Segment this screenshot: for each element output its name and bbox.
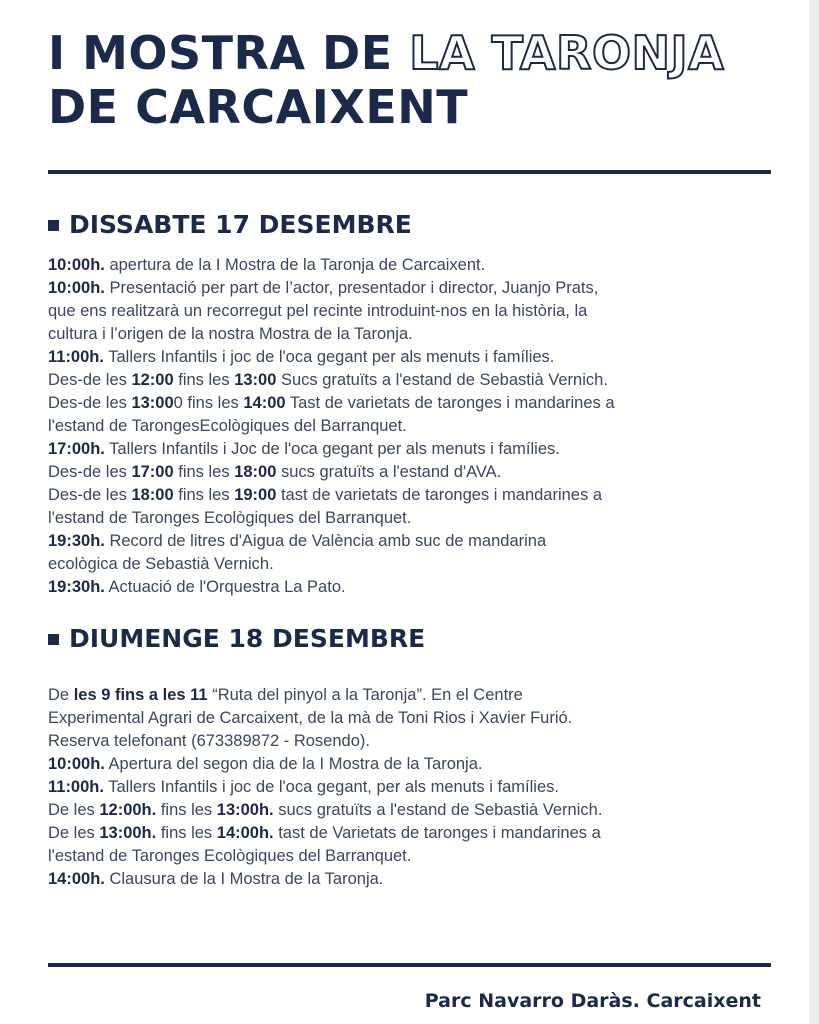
schedule-text: “Ruta del pinyol a la Taronja”. En el Centre	[207, 686, 523, 704]
schedule-line	[48, 346, 778, 369]
schedule-text: fins les	[156, 824, 217, 842]
schedule-text: Reserva telefonant (673389872 - Rosendo).	[48, 732, 370, 750]
schedule-text: De les	[48, 801, 100, 819]
schedule-time: 13:00h.	[216, 801, 274, 819]
title-line2: DE CARCAIXENT	[48, 80, 469, 134]
schedule-text: De les	[48, 824, 100, 842]
schedule-time: 14:00	[243, 394, 286, 412]
day1-heading	[48, 210, 412, 240]
schedule-text: Des-de les	[48, 394, 132, 412]
schedule-line	[48, 461, 778, 484]
schedule-time: 12:00h.	[99, 801, 157, 819]
schedule-text: Clausura de la I Mostra de la Taronja.	[104, 870, 384, 888]
schedule-line	[48, 507, 778, 530]
schedule-text: 0 fins les	[173, 394, 244, 412]
schedule-time: 17:00h.	[48, 440, 105, 458]
schedule-text: l'estand de Taronges Ecològiques del Barranquet.	[48, 509, 412, 527]
schedule-time: 11:00h.	[48, 348, 104, 366]
schedule-time: les 9 fins a les 11	[73, 686, 208, 704]
schedule-time: 14:00h.	[216, 824, 274, 842]
schedule-line	[48, 868, 778, 891]
schedule-time: 10:00h.	[48, 279, 105, 297]
schedule-line	[48, 753, 778, 776]
schedule-text: Tast de varietats de taronges i mandarines a	[285, 394, 615, 412]
schedule-time: 19:30h.	[48, 578, 105, 596]
schedule-text: Des-de les	[48, 463, 132, 481]
schedule-text: fins les	[173, 371, 235, 389]
schedule-line	[48, 530, 778, 553]
schedule-text: sucs gratuïts a l'estand d'AVA.	[276, 463, 502, 481]
schedule-text: fins les	[156, 801, 217, 819]
schedule-line	[48, 822, 778, 845]
schedule-line	[48, 415, 778, 438]
schedule-line	[48, 553, 778, 576]
schedule-text: l'estand de TarongesEcològiques del Barranquet.	[48, 417, 407, 435]
schedule-line	[48, 845, 778, 868]
schedule-text: l'estand de Taronges Ecològiques del Barranquet.	[48, 847, 412, 865]
bottom-divider	[48, 963, 771, 967]
schedule-line	[48, 776, 778, 799]
schedule-time: 10:00h.	[48, 755, 105, 773]
schedule-time: 17:00	[131, 463, 174, 481]
venue-footer: Parc Navarro Daràs. Carcaixent	[424, 990, 761, 1012]
schedule-text: Experimental Agrari de Carcaixent, de la mà de Toni Rios i Xavier Furió.	[48, 709, 573, 727]
schedule-time: 19:00	[234, 486, 277, 504]
schedule-text: sucs gratuïts a l'estand de Sebastià Vernich.	[273, 801, 603, 819]
schedule-line	[48, 438, 778, 461]
day2-schedule	[48, 684, 778, 891]
schedule-text: ecològica de Sebastià Vernich.	[48, 555, 274, 573]
top-divider	[48, 170, 771, 174]
schedule-line	[48, 254, 778, 277]
schedule-time: 10:00h.	[48, 256, 105, 274]
schedule-line	[48, 369, 778, 392]
schedule-time: 11:00h.	[48, 778, 104, 796]
schedule-text: Apertura del segon dia de la I Mostra de la Taronja.	[104, 755, 483, 773]
day1-heading-text: DISSABTE 17 DESEMBRE	[69, 210, 412, 239]
day2-heading	[48, 624, 425, 654]
schedule-text: tast de Varietats de taronges i mandarines a	[273, 824, 601, 842]
day2-heading-text: DIUMENGE 18 DESEMBRE	[69, 624, 426, 653]
schedule-text: Sucs gratuïts a l'estand de Sebastià Vernich.	[276, 371, 608, 389]
schedule-text: fins les	[173, 486, 235, 504]
schedule-text: apertura de la I Mostra de la Taronja de Carcaixent.	[104, 256, 486, 274]
title-solid: I MOSTRA DE	[48, 26, 393, 80]
schedule-line	[48, 576, 778, 599]
schedule-text: tast de varietats de taronges i mandarines a	[276, 486, 602, 504]
schedule-line	[48, 684, 778, 707]
schedule-time: 13:00	[234, 371, 277, 389]
schedule-text: Tallers Infantils i joc de l'oca gegant, per als menuts i famílies.	[103, 778, 559, 796]
schedule-text: cultura i l’origen de la nostra Mostra de la Taronja.	[48, 325, 413, 343]
schedule-time: 13:00h.	[99, 824, 157, 842]
day1-schedule	[48, 254, 778, 599]
schedule-text: Des-de les	[48, 371, 132, 389]
square-bullet-icon	[48, 634, 59, 645]
schedule-text: Tallers Infantils i joc de l'oca gegant per als menuts i famílies.	[103, 348, 555, 366]
title-outline: LA TARONJA	[409, 26, 725, 80]
schedule-line	[48, 799, 778, 822]
schedule-text: Actuació de l'Orquestra La Pato.	[104, 578, 346, 596]
schedule-text: De	[48, 686, 74, 704]
schedule-line	[48, 323, 778, 346]
schedule-text: Presentació per part de l’actor, presentador i director, Juanjo Prats,	[104, 279, 599, 297]
schedule-line	[48, 730, 778, 753]
schedule-line	[48, 707, 778, 730]
schedule-time: 13:00	[131, 394, 174, 412]
schedule-time: 14:00h.	[48, 870, 105, 888]
schedule-time: 12:00	[131, 371, 174, 389]
schedule-line	[48, 484, 778, 507]
schedule-text: Record de litres d'Aigua de València amb suc de mandarina	[104, 532, 547, 550]
schedule-line	[48, 277, 778, 300]
schedule-text: Tallers Infantils i Joc de l'oca gegant per als menuts i famílies.	[104, 440, 560, 458]
square-bullet-icon	[48, 220, 59, 231]
schedule-line	[48, 300, 778, 323]
schedule-time: 18:00	[234, 463, 277, 481]
schedule-text: que ens realitzarà un recorregut pel recinte introduint-nos en la història, la	[48, 302, 588, 320]
schedule-text: Des-de les	[48, 486, 132, 504]
schedule-time: 18:00	[131, 486, 174, 504]
schedule-line	[48, 392, 778, 415]
schedule-time: 19:30h.	[48, 532, 105, 550]
schedule-text: fins les	[173, 463, 235, 481]
poster-title	[48, 26, 724, 134]
